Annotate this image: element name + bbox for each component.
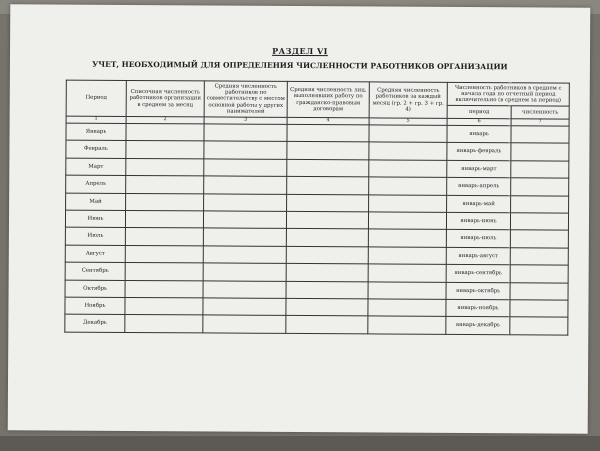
- cell-empty: [203, 315, 286, 333]
- cell-empty: [511, 143, 569, 161]
- row-period: январь-май: [447, 195, 511, 213]
- row-month: Март: [66, 158, 126, 176]
- header-ytd-count: численность: [511, 106, 569, 119]
- cell-empty: [125, 297, 203, 315]
- row-period: январь-август: [446, 247, 510, 265]
- cell-empty: [287, 159, 369, 177]
- cell-empty: [286, 298, 368, 316]
- header-monthly-average: Средняя численность работников за каждый месяц (гр. 2 + гр. 3 + гр. 4): [369, 82, 447, 118]
- cell-empty: [511, 195, 569, 213]
- cell-empty: [510, 230, 568, 248]
- background-bottom: [0, 436, 600, 451]
- header-civil-contracts: Средняя численность лиц, выполнявших работу по гражданско-правовым договорам: [287, 81, 369, 118]
- cell-empty: [204, 124, 287, 142]
- cell-empty: [368, 247, 446, 265]
- cell-empty: [369, 125, 447, 143]
- cell-empty: [368, 229, 446, 247]
- row-period: январь-апрель: [447, 178, 511, 196]
- cell-empty: [286, 229, 368, 247]
- cell-empty: [125, 245, 203, 263]
- cell-empty: [203, 263, 286, 281]
- row-month: Апрель: [66, 175, 126, 193]
- table-row: [65, 314, 568, 334]
- row-period: январь-март: [447, 160, 511, 178]
- cell-empty: [125, 315, 203, 333]
- row-month: Февраль: [66, 140, 126, 158]
- cell-empty: [510, 282, 568, 300]
- column-number: 4: [287, 117, 369, 125]
- cell-empty: [511, 178, 569, 196]
- cell-empty: [286, 264, 368, 282]
- row-month: Июнь: [65, 210, 125, 228]
- cell-empty: [369, 142, 447, 160]
- row-month: Май: [66, 193, 126, 211]
- cell-empty: [287, 177, 369, 195]
- cell-empty: [511, 126, 569, 144]
- header-part-time: Средняя численность работников по совместительству с местом основной работы у других нанимателей: [204, 81, 287, 118]
- cell-empty: [510, 248, 568, 266]
- column-number: 7: [511, 119, 569, 126]
- cell-empty: [126, 123, 204, 141]
- cell-empty: [368, 316, 446, 334]
- column-number: 1: [66, 116, 126, 123]
- cell-empty: [286, 316, 368, 334]
- header-list-headcount: Списочная численность работников организации в среднем за месяц: [126, 80, 204, 116]
- paper-sheet: [8, 4, 591, 434]
- row-period: январь-июнь: [446, 212, 510, 230]
- cell-empty: [125, 280, 203, 298]
- cell-empty: [369, 160, 447, 178]
- cell-empty: [204, 159, 287, 177]
- column-number: 2: [126, 116, 204, 123]
- headcount-table: [64, 80, 570, 336]
- row-month: Август: [65, 245, 125, 263]
- row-period: январь-октябрь: [446, 282, 510, 300]
- row-period: январь-сентябрь: [446, 265, 510, 283]
- column-number: 3: [204, 117, 287, 125]
- cell-empty: [286, 246, 368, 264]
- cell-empty: [287, 142, 369, 160]
- cell-empty: [204, 193, 287, 211]
- row-period: январь: [447, 125, 511, 143]
- row-month: Январь: [66, 123, 126, 141]
- cell-empty: [204, 176, 287, 194]
- column-number: 6: [447, 118, 511, 125]
- cell-empty: [286, 281, 368, 299]
- cell-empty: [287, 124, 369, 142]
- cell-empty: [287, 194, 369, 212]
- row-month: Ноябрь: [65, 297, 125, 315]
- row-period: январь-июль: [446, 230, 510, 248]
- cell-empty: [368, 299, 446, 317]
- cell-empty: [510, 213, 568, 231]
- row-period: январь-ноябрь: [446, 299, 510, 317]
- column-number: 5: [369, 118, 447, 125]
- row-month: Сентябрь: [65, 262, 125, 280]
- cell-empty: [126, 141, 204, 159]
- cell-empty: [125, 228, 203, 246]
- cell-empty: [369, 194, 447, 212]
- header-ytd-average: Численность работников в среднем с начала года по отчетный период включительно (в среднем за период): [447, 82, 569, 106]
- cell-empty: [204, 141, 287, 159]
- cell-empty: [510, 317, 568, 335]
- row-period: январь-февраль: [447, 143, 511, 161]
- cell-empty: [510, 300, 568, 318]
- row-month: Октябрь: [65, 280, 125, 298]
- cell-empty: [511, 161, 569, 179]
- cell-empty: [126, 176, 204, 194]
- cell-empty: [368, 212, 446, 230]
- cell-empty: [368, 264, 446, 282]
- cell-empty: [126, 193, 204, 211]
- header-period: Период: [66, 80, 126, 116]
- cell-empty: [286, 211, 368, 229]
- row-month: Декабрь: [65, 314, 125, 332]
- cell-empty: [203, 280, 286, 298]
- row-period: январь-декабрь: [446, 317, 510, 335]
- cell-empty: [203, 298, 286, 316]
- document-title: УЧЕТ, НЕОБХОДИМЫЙ ДЛЯ ОПРЕДЕЛЕНИЯ ЧИСЛЕННОСТИ РАБОТНИКОВ ОРГАНИЗАЦИИ: [92, 59, 508, 72]
- header-ytd-period: период: [447, 105, 511, 118]
- cell-empty: [369, 177, 447, 195]
- cell-empty: [510, 265, 568, 283]
- cell-empty: [203, 246, 286, 264]
- cell-empty: [368, 281, 446, 299]
- cell-empty: [126, 158, 204, 176]
- cell-empty: [125, 263, 203, 281]
- cell-empty: [203, 228, 286, 246]
- row-month: Июль: [65, 227, 125, 245]
- cell-empty: [203, 211, 286, 229]
- section-title: РАЗДЕЛ VI: [272, 45, 328, 57]
- cell-empty: [125, 210, 203, 228]
